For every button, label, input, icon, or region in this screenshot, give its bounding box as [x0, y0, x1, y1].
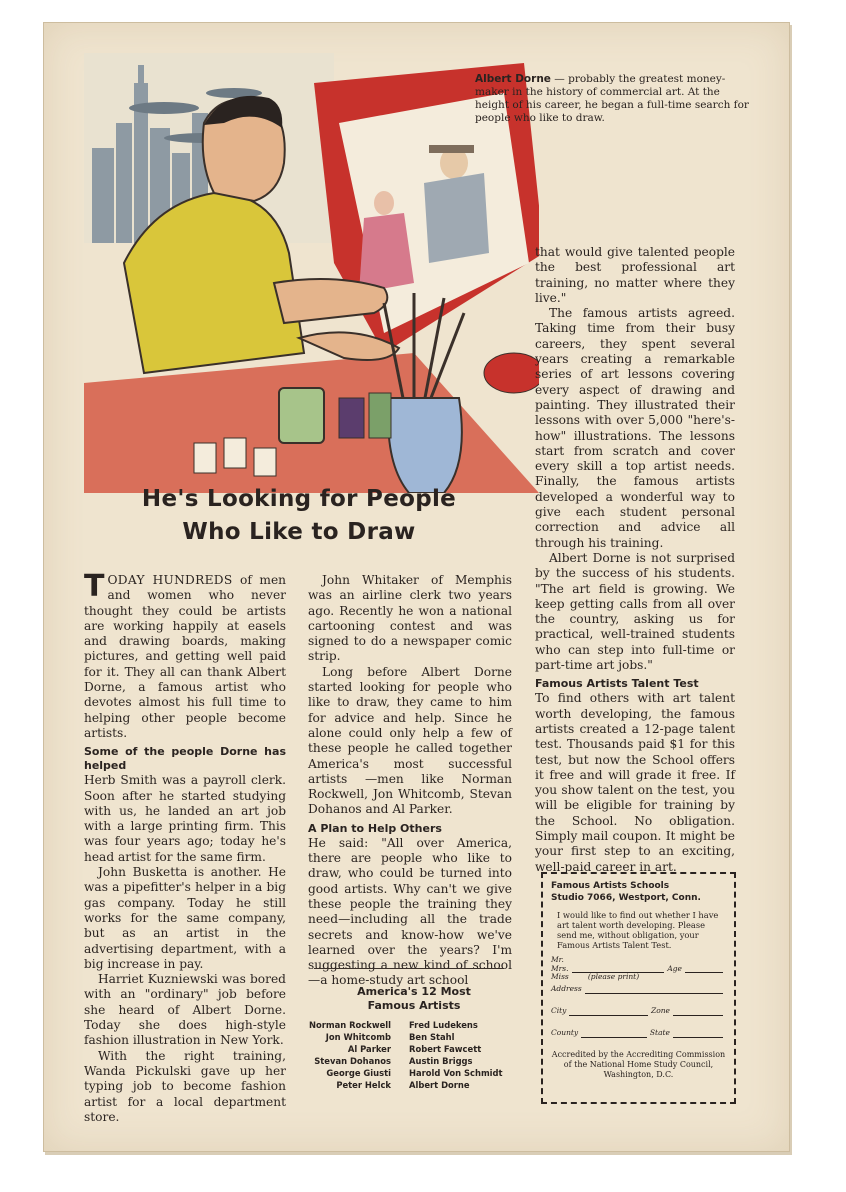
- artist-name: Austin Briggs: [409, 1056, 473, 1066]
- paragraph: John Busketta is another. He was a pipefitter's helper in a big gas company. Today he still works for the same company, but as an artist in the advertising department, with a big increase in pay.: [84, 865, 286, 971]
- state-label: State: [649, 1028, 670, 1037]
- subheading: Famous Artists Talent Test: [535, 677, 699, 691]
- zone-field[interactable]: [673, 1007, 723, 1016]
- address-label: Address: [551, 984, 582, 993]
- accreditation-note: Accredited by the Accrediting Commission of the National Home Study Council, Washington, D.C.: [551, 1050, 726, 1079]
- coupon-body: I would like to find out whether I have art talent worth developing. Please send me, without obligation, your Famous Artists Talent Test.: [557, 910, 719, 950]
- artist-name: Stevan Dohanos: [314, 1056, 391, 1066]
- artist-name: Norman Rockwell: [308, 1020, 391, 1030]
- artist-name: Robert Fawcett: [409, 1044, 482, 1054]
- county-line[interactable]: [551, 1028, 726, 1038]
- address-line[interactable]: [551, 984, 726, 994]
- artist-illustration: [84, 53, 539, 493]
- artist-name: Peter Helck: [336, 1080, 391, 1090]
- artist-name: George Giusti: [326, 1068, 391, 1078]
- county-label: County: [551, 1028, 579, 1037]
- coupon-heading-2: Studio 7066, Westport, Conn.: [551, 893, 701, 903]
- paragraph: Albert Dorne is not surprised by the success of his students. "The art field is growing. We keep getting calls from all over the country, asking us for practical, well-trained students who can step into full-time or part-time art jobs.": [535, 550, 735, 673]
- paragraph-text: of men and women who never thought they could be artists are working happily at easels and drawing boards, making pictures, and getting well paid for it. They all can thank Albert Dorne, a famous artist who devotes almost his full time to helping other people become artists.: [84, 573, 287, 740]
- divider: [314, 968, 504, 969]
- age-label: Age: [667, 964, 682, 973]
- caption-text: — probably the greatest money-maker in the history of commercial art. At the height of his career, he began a full-time search for people who like to draw.: [475, 73, 749, 124]
- paragraph: Harriet Kuzniewski was bored with an "ordinary" job before she heard of Albert Dorne. Today she does high-style fashion illustration in New York.: [84, 972, 286, 1048]
- miss-row: [551, 973, 726, 981]
- artist-name: Jon Whitcomb: [325, 1032, 391, 1042]
- state-field[interactable]: [673, 1029, 723, 1038]
- headline-line-2: Who Like to Draw: [182, 519, 416, 545]
- mr-label: Mr.: [551, 955, 564, 964]
- paragraph: John Whitaker of Memphis was an airline clerk two years ago. Recently he won a national cartooning contest and was signed to do a newspaper comic strip.: [308, 573, 512, 664]
- title-line-2: Famous Artists: [367, 999, 461, 1012]
- paragraph: He said: "All over America, there are people who like to draw, who could be turned into good artists. Why can't we give these people the training they need—including all the trade secrets and know-how we've learned over the years? I'm suggesting a new kind of school—a home-study art school: [308, 835, 512, 988]
- city-field[interactable]: [569, 1007, 648, 1016]
- caption-name: Albert Dorne: [475, 73, 551, 85]
- famous-artists-title: [299, 985, 529, 1013]
- please-print-note: (please print): [587, 972, 640, 981]
- age-field[interactable]: [685, 964, 723, 973]
- paragraph: The famous artists agreed. Taking time from their busy careers, they spent several years creating a remarkable series of art lessons covering every aspect of drawing and painting. They illustrated their lessons with over 5,000 "here's-how" illustrations. The lessons start from scratch and cover every skill a top artist needs. Finally, the famous artists developed a wonderful way to give each student personal correction and advice all through his training.: [535, 306, 735, 550]
- miss-label: Miss: [551, 972, 569, 981]
- drop-cap: T: [84, 569, 105, 604]
- subheading: Some of the people Dorne has helped: [84, 745, 286, 773]
- paragraph: With the right training, Wanda Pickulski gave up her typing job to become fashion artist for a local department store.: [84, 1048, 286, 1124]
- county-field[interactable]: [581, 1029, 647, 1038]
- city-label: City: [551, 1006, 567, 1015]
- mail-coupon[interactable]: [541, 872, 736, 1104]
- illustration-caption: [475, 73, 755, 125]
- artist-name: Albert Dorne: [409, 1080, 470, 1090]
- paragraph: Long before Albert Dorne started looking for people who like to draw, they came to him for advice and help. Since he alone could only help a few of these people he called together America's most successful artists —men like Norman Rockwell, Jon Whitcomb, Stevan Dohanos and Al Parker.: [308, 664, 512, 817]
- article-column-1: [84, 569, 287, 1125]
- artist-name: Fred Ludekens: [409, 1020, 478, 1030]
- article-column-3: [535, 245, 735, 875]
- headline: [104, 483, 494, 549]
- artist-name: Harold Von Schmidt: [409, 1068, 503, 1078]
- paragraph: Herb Smith was a payroll clerk. Soon after he started studying with us, he landed an art job with a large printing firm. This was four years ago; today he's head artist for the same firm.: [84, 773, 286, 864]
- article-column-2: [308, 573, 512, 989]
- coupon-heading-1: Famous Artists Schools: [551, 881, 670, 891]
- zone-label: Zone: [651, 1006, 670, 1015]
- comic-back-cover-page: [43, 22, 790, 1152]
- subheading: A Plan to Help Others: [308, 821, 442, 835]
- paragraph: [84, 569, 287, 741]
- lead-small-caps: ODAY HUNDREDS: [107, 573, 233, 587]
- title-line-1: America's 12 Most: [357, 985, 471, 998]
- headline-line-1: He's Looking for People: [141, 486, 457, 512]
- address-field[interactable]: [585, 985, 723, 994]
- mrs-label: Mrs.: [551, 964, 569, 973]
- artist-name: Ben Stahl: [409, 1032, 455, 1042]
- paragraph: that would give talented people the best professional art training, no matter where they live.": [535, 245, 735, 305]
- paragraph: To find others with art talent worth developing, the famous artists created a 12-page talent test. Thousands paid $1 for this test, but now the School offers it free and will grade it free. If you show talent on the test, you will be eligible for training by the School. No obligation. Simply mail coupon. It might be your first step to an exciting, well-paid career in art.: [535, 691, 735, 874]
- artist-name: Al Parker: [347, 1044, 391, 1054]
- name-block: [551, 956, 726, 981]
- city-line[interactable]: [551, 1006, 726, 1016]
